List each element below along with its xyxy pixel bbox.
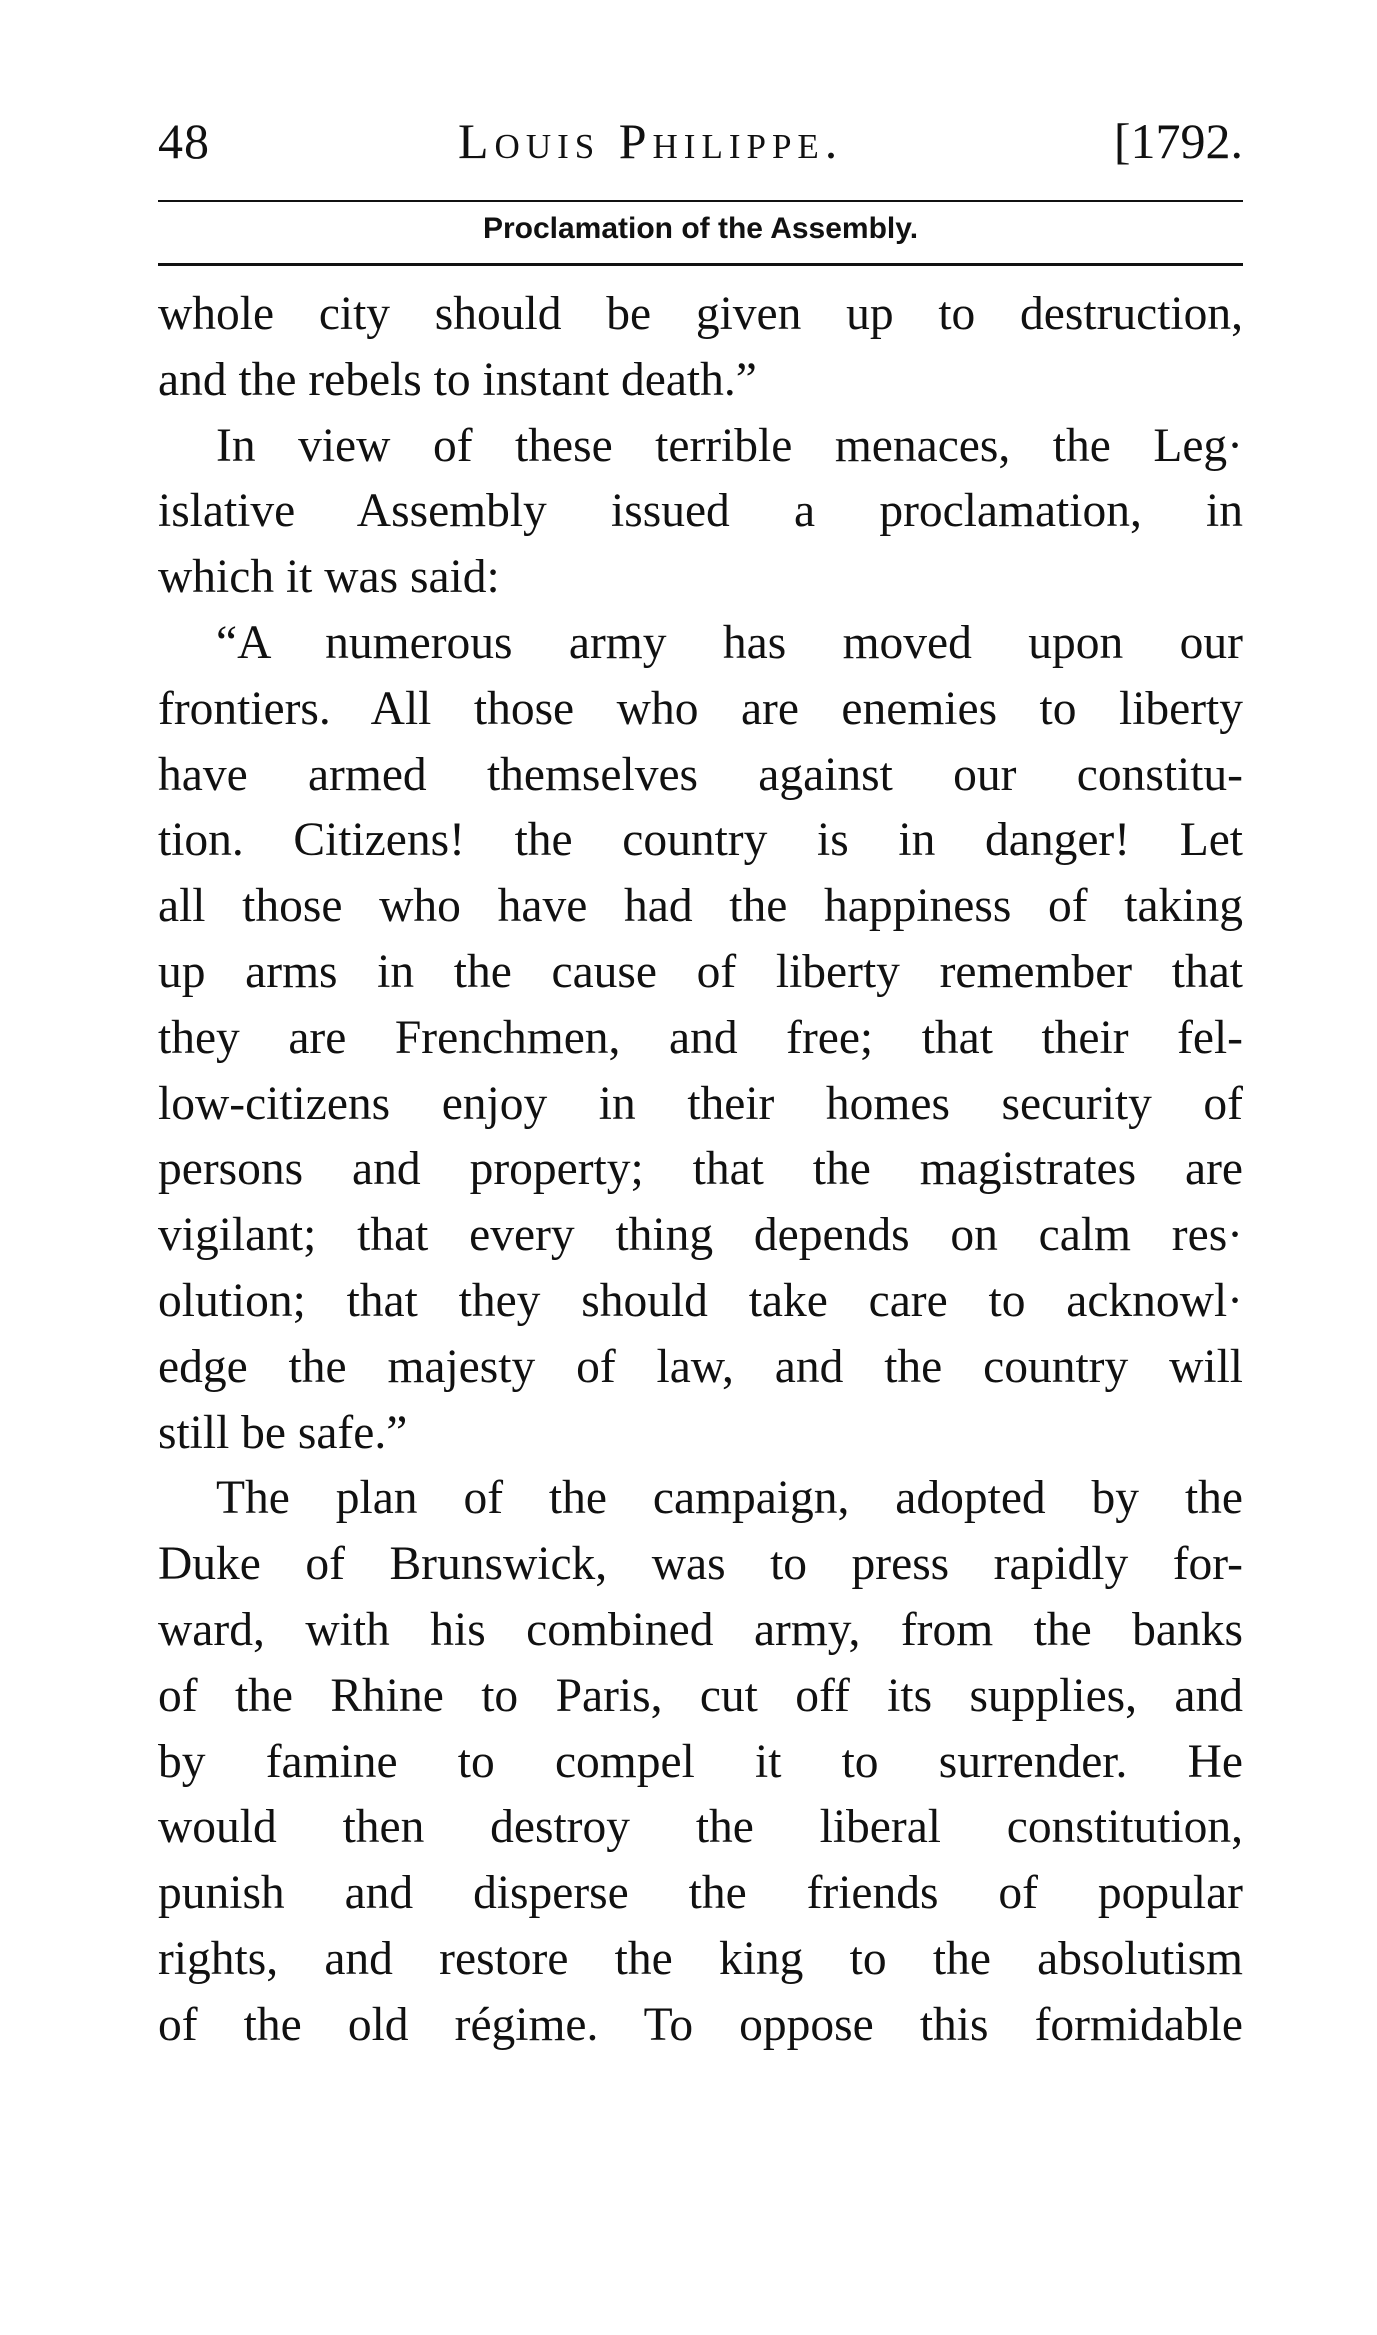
text-line: they are Frenchmen, and free; that their fel- [158,1011,1243,1064]
text-line: by famine to compel it to surrender. He [158,1735,1243,1788]
text-line: rights, and restore the king to the absolutism [158,1932,1243,1985]
text-line: still be safe.” [158,1406,408,1459]
text-line: tion. Citizens! the country is in danger! Let [158,814,1243,867]
text-line: have armed themselves against our constitu- [158,748,1243,801]
text-line: vigilant; that every thing depends on calm res· [158,1209,1243,1262]
header-rule-top [158,200,1243,202]
page-number: 48 [158,113,210,169]
text-line: In view of these terrible menaces, the Leg· [216,419,1243,472]
running-title: Louis Philippe. [458,113,844,169]
header-rule-bottom [158,263,1243,266]
text-line: which it was said: [158,551,500,604]
text-line: of the Rhine to Paris, cut off its supplies, and [158,1669,1243,1722]
text-line: whole city should be given up to destruction, [158,288,1243,340]
body-text [158,282,1243,2059]
text-line: “A numerous army has moved upon our [216,616,1243,669]
text-line: Duke of Brunswick, was to press rapidly for- [158,1538,1243,1591]
running-head [158,112,1243,182]
text-line: ward, with his combined army, from the banks [158,1603,1243,1656]
text-line: persons and property; that the magistrates are [158,1143,1243,1196]
text-line: The plan of the campaign, adopted by the [216,1472,1243,1525]
text-line: would then destroy the liberal constitution, [158,1801,1243,1854]
text-line: and the rebels to instant death.” [158,353,757,406]
running-year: [1792. [1113,113,1243,169]
text-line: olution; that they should take care to acknowl· [158,1274,1243,1327]
text-line: low-citizens enjoy in their homes security of [158,1077,1243,1130]
text-line: frontiers. All those who are enemies to liberty [158,682,1243,735]
text-line: punish and disperse the friends of popular [158,1867,1243,1920]
text-line: up arms in the cause of liberty remember that [158,945,1243,998]
text-line: islative Assembly issued a proclamation, in [158,485,1243,538]
text-line: edge the majesty of law, and the country will [158,1340,1243,1393]
section-heading: Proclamation of the Assembly. [482,212,919,245]
text-line: of the old régime. To oppose this formidable [158,1998,1243,2051]
text-line: all those who have had the happiness of taking [158,880,1243,933]
